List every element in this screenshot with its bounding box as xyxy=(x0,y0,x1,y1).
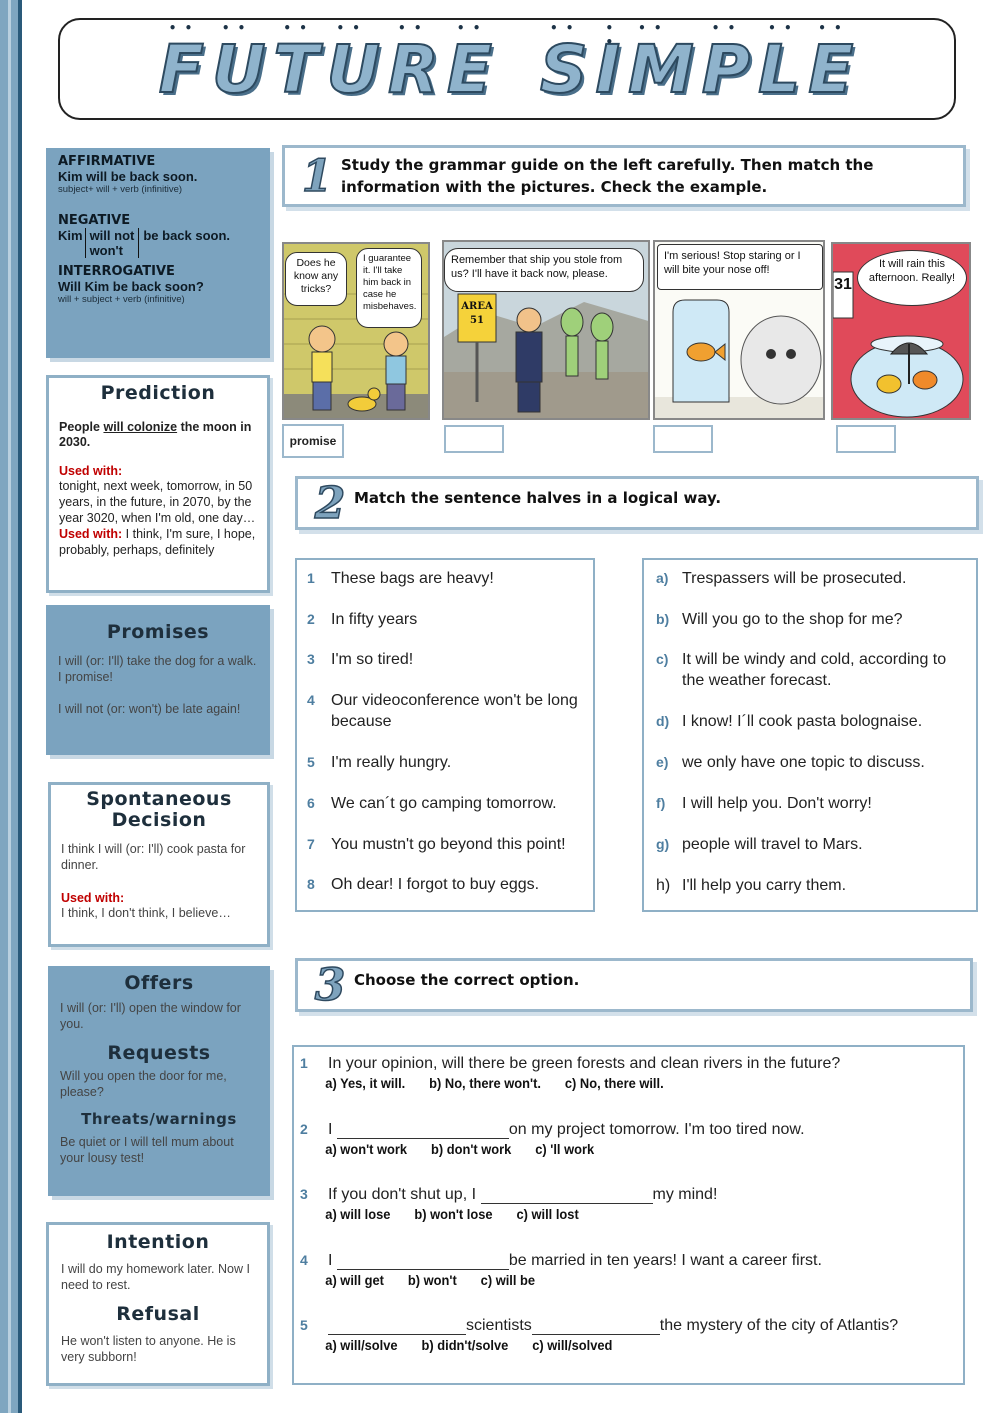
spontaneous-example: I think I will (or: I'll) cook pasta for dinner. xyxy=(61,842,246,872)
right-half-letter: b) xyxy=(656,611,670,627)
answer-blank[interactable] xyxy=(337,1121,509,1139)
offers-title: Offers xyxy=(124,972,194,994)
left-half-number: 4 xyxy=(307,692,315,708)
left-half-item xyxy=(307,649,583,670)
left-half-item xyxy=(307,609,583,630)
question-item xyxy=(294,1121,963,1157)
question-options xyxy=(294,1075,909,1091)
title-letter: • • E xyxy=(808,31,855,108)
picture-answer-box-2[interactable] xyxy=(444,425,504,453)
right-half-letter: c) xyxy=(656,651,669,667)
title-letter: • • F xyxy=(159,31,206,108)
affirmative-formula: subject+ will + verb (infinitive) xyxy=(58,184,183,195)
spontaneous-decision-card xyxy=(48,782,270,947)
offers-card xyxy=(48,966,270,1196)
negative-heading: NEGATIVE xyxy=(58,213,131,228)
right-half-item xyxy=(656,752,964,773)
threats-title: Threats/warnings xyxy=(81,1110,237,1128)
left-half-text: We can´t go camping tomorrow. xyxy=(331,795,557,812)
comic-panel-1-bubble-b: I guarantee it. I'll take him back in case he misbehaves. xyxy=(356,248,422,328)
left-half-text: These bags are heavy! xyxy=(331,570,494,587)
option-b[interactable]: b) won't xyxy=(407,1272,457,1288)
question-text-pre: If you don't shut up, I xyxy=(328,1186,477,1203)
negative-opt2: won't xyxy=(89,243,123,258)
answer-blank[interactable] xyxy=(532,1317,660,1335)
left-half-text: I'm so tired! xyxy=(331,651,414,668)
option-c[interactable]: c) No, there will. xyxy=(564,1075,664,1091)
answer-blank[interactable] xyxy=(337,1252,509,1270)
left-half-number: 6 xyxy=(307,795,315,811)
interrogative-formula: will + subject + verb (infinitive) xyxy=(58,294,185,305)
right-half-letter: h) xyxy=(656,877,671,894)
left-half-text: Our videoconference won't be long because xyxy=(331,692,578,730)
right-half-text: Will you go to the shop for me? xyxy=(682,611,903,628)
option-a[interactable]: a) Yes, it will. xyxy=(325,1075,406,1091)
question-options xyxy=(294,1141,909,1157)
question-number: 3 xyxy=(300,1186,308,1202)
question-text: In your opinion, will there be green forests and clean rivers in the future? xyxy=(328,1055,841,1072)
threats-example: Be quiet or I will tell mum about your lousy test! xyxy=(60,1135,234,1165)
option-a[interactable]: a) will/solve xyxy=(325,1337,398,1353)
left-half-number: 7 xyxy=(307,836,315,852)
prediction-example-underlined: will colonize xyxy=(103,420,178,434)
requests-title: Requests xyxy=(107,1042,211,1064)
question-number: 5 xyxy=(300,1317,308,1333)
option-c[interactable]: c) will/solved xyxy=(532,1337,613,1353)
right-half-item xyxy=(656,711,964,732)
prediction-used-label-2: Used with: xyxy=(59,527,123,541)
left-half-text: I'm really hungry. xyxy=(331,754,452,771)
title-letter: • • P xyxy=(702,31,752,108)
question-item xyxy=(294,1055,963,1091)
answer-blank[interactable] xyxy=(481,1186,653,1204)
left-half-item xyxy=(307,568,583,589)
title-letter: • • M xyxy=(628,31,696,108)
prediction-used-2 xyxy=(59,526,257,558)
prediction-card xyxy=(46,375,270,593)
left-half-number: 5 xyxy=(307,754,315,770)
question-number: 1 xyxy=(300,1055,308,1071)
prediction-title: Prediction xyxy=(100,382,216,404)
negative-opt1: will not xyxy=(89,228,135,243)
title-letter: • • R xyxy=(388,31,441,108)
answer-blank[interactable] xyxy=(328,1317,466,1335)
area-sign-line-1: AREA xyxy=(461,301,493,312)
spontaneous-used-text: I think, I don't think, I believe… xyxy=(61,906,231,920)
grammar-guide-card xyxy=(46,148,270,358)
negative-subject: Kim xyxy=(58,228,83,243)
left-half-number: 2 xyxy=(307,611,315,627)
question-item xyxy=(294,1186,963,1222)
right-half-letter: f) xyxy=(656,795,666,811)
title-letter: • • I xyxy=(596,31,623,108)
left-half-item xyxy=(307,874,583,895)
right-half-letter: a) xyxy=(656,570,669,586)
negative-rest: be back soon. xyxy=(143,228,231,243)
negative-options xyxy=(85,228,140,258)
picture-answer-box-1[interactable]: promise xyxy=(282,424,344,458)
affirmative-example: Kim will be back soon. xyxy=(58,169,198,184)
interrogative-heading: INTERROGATIVE xyxy=(58,264,175,279)
title-letter: • • U xyxy=(326,31,382,108)
left-half-text: In fifty years xyxy=(331,611,418,628)
comic-panel-4 xyxy=(831,242,971,420)
question-text-post: my mind! xyxy=(652,1186,718,1203)
option-b[interactable]: b) won't lose xyxy=(414,1206,493,1222)
question-number: 4 xyxy=(300,1252,308,1268)
right-half-item xyxy=(656,834,964,855)
question-text-pre: I xyxy=(328,1121,333,1138)
title-banner xyxy=(58,18,956,120)
right-half-item xyxy=(656,568,964,589)
option-c[interactable]: c) will be xyxy=(480,1272,536,1288)
title-letter: • • T xyxy=(273,31,320,108)
comic-panel-3-bubble: I'm serious! Stop staring or I will bite your nose off! xyxy=(657,244,823,290)
spontaneous-title-1: Spontaneous xyxy=(86,788,232,810)
exercise-3-instruction xyxy=(295,958,973,1012)
exercise-1-text: Study the grammar guide on the left carefully. Then match the information with the pictures. Check the example. xyxy=(341,156,874,196)
question-options xyxy=(294,1206,909,1222)
left-decorative-strip xyxy=(0,0,22,1413)
sentence-halves-left xyxy=(295,558,595,912)
option-b[interactable]: b) didn't/solve xyxy=(421,1337,509,1353)
title-word-simple xyxy=(540,31,855,108)
refusal-title: Refusal xyxy=(116,1303,200,1325)
exercise-1-instruction xyxy=(282,145,966,207)
exercise-2-number: 2 xyxy=(314,477,346,529)
comic-panel-1-bubble-a: Does he know any tricks? xyxy=(285,252,347,306)
right-half-item xyxy=(656,649,964,691)
comic-panel-3 xyxy=(653,240,825,420)
spontaneous-title-2: Decision xyxy=(111,809,207,831)
promises-example-1: I will (or: I'll) take the dog for a walk. I promise! xyxy=(58,654,257,684)
question-text-pre: I xyxy=(328,1252,333,1269)
left-half-text: Oh dear! I forgot to buy eggs. xyxy=(331,876,540,893)
intention-card xyxy=(46,1222,270,1386)
prediction-example xyxy=(59,420,257,450)
right-half-text: we only have one topic to discuss. xyxy=(682,754,925,771)
option-c[interactable]: c) will lost xyxy=(516,1206,579,1222)
area-51-sign xyxy=(460,300,494,328)
left-half-item xyxy=(307,752,583,773)
option-a[interactable]: a) won't work xyxy=(325,1141,408,1157)
comic-panel-2-bubble: Remember that ship you stole from us? I'll have it back now, please. xyxy=(444,248,644,292)
title-letter: • • S xyxy=(540,31,590,108)
spontaneous-used-label: Used with: xyxy=(61,891,125,905)
promises-card xyxy=(46,605,270,755)
right-half-item xyxy=(656,875,964,896)
left-half-number: 1 xyxy=(307,570,315,586)
right-half-letter: g) xyxy=(656,836,670,852)
picture-answer-box-3[interactable] xyxy=(653,425,713,453)
negative-example xyxy=(58,228,258,258)
right-half-item xyxy=(656,609,964,630)
comic-panel-2 xyxy=(442,240,650,420)
prediction-example-post: the moon in 2030. xyxy=(59,420,252,449)
comic-panel-1 xyxy=(282,242,430,420)
question-item xyxy=(294,1317,963,1353)
question-number: 2 xyxy=(300,1121,308,1137)
title-letter: • • E xyxy=(447,31,494,108)
option-a[interactable]: a) will get xyxy=(325,1272,384,1288)
exercise-2-instruction xyxy=(295,476,979,530)
exercise-3-number: 3 xyxy=(314,959,346,1011)
left-half-item xyxy=(307,793,583,814)
exercise-1-number: 1 xyxy=(301,150,333,202)
sentence-halves-right xyxy=(642,558,978,912)
option-a[interactable]: a) will lose xyxy=(325,1206,391,1222)
offers-example: I will (or: I'll) open the window for you. xyxy=(60,1001,241,1031)
option-c[interactable]: c) 'll work xyxy=(535,1141,595,1157)
exercise-3-text: Choose the correct option. xyxy=(354,971,580,989)
intention-title: Intention xyxy=(106,1231,210,1253)
promises-title: Promises xyxy=(106,621,210,643)
refusal-example: He won't listen to anyone. He is very subborn! xyxy=(61,1334,236,1364)
prediction-used-text-2: I think, I'm sure, I hope, probably, perhaps, definitely xyxy=(59,527,256,557)
right-half-text: Trespassers will be prosecuted. xyxy=(682,570,907,587)
multiple-choice-box xyxy=(292,1045,965,1385)
affirmative-heading: AFFIRMATIVE xyxy=(58,154,156,169)
question-text-post: on my project tomorrow. I'm too tired now. xyxy=(508,1121,805,1138)
intention-example: I will do my homework later. Now I need to rest. xyxy=(61,1262,250,1292)
right-half-item xyxy=(656,793,964,814)
prediction-used-text-1: tonight, next week, tomorrow, in 50 years, in the future, in 2070, by the year 3020, when I'm old, one day… xyxy=(59,479,256,525)
area-sign-line-2: 51 xyxy=(470,315,484,326)
title-letter: • • U xyxy=(212,31,268,108)
left-half-item xyxy=(307,690,583,732)
question-item xyxy=(294,1252,963,1288)
interrogative-example: Will Kim be back soon? xyxy=(58,279,204,294)
question-text-post: be married in ten years! I want a career first. xyxy=(508,1252,822,1269)
left-half-text: You mustn't go beyond this point! xyxy=(331,836,566,853)
comic-panel-4-bubble: It will rain this afternoon. Really! xyxy=(857,250,967,306)
promises-example-2: I will not (or: won't) be late again! xyxy=(58,702,241,716)
picture-answer-box-4[interactable] xyxy=(836,425,896,453)
left-half-number: 3 xyxy=(307,651,315,667)
option-b[interactable]: b) No, there won't. xyxy=(429,1075,541,1091)
question-text-post: the mystery of the city of Atlantis? xyxy=(659,1317,899,1334)
left-half-number: 8 xyxy=(307,876,315,892)
right-half-text: I'll help you carry them. xyxy=(682,877,847,894)
title-letter: • • L xyxy=(758,31,802,108)
prediction-used-label-1: Used with: xyxy=(59,464,123,478)
right-half-text: It will be windy and cold, according to the weather forecast. xyxy=(682,651,947,689)
left-half-item xyxy=(307,834,583,855)
requests-example: Will you open the door for me, please? xyxy=(60,1069,227,1099)
right-half-letter: d) xyxy=(656,713,670,729)
calendar-date: 31 xyxy=(834,276,852,293)
title-word-future xyxy=(159,31,494,108)
right-half-letter: e) xyxy=(656,754,669,770)
right-half-text: I know! I´ll cook pasta bolognaise. xyxy=(682,713,923,730)
question-text-mid: scientists xyxy=(466,1317,532,1334)
right-half-text: I will help you. Don't worry! xyxy=(682,795,872,812)
right-half-text: people will travel to Mars. xyxy=(682,836,863,853)
exercise-2-text: Match the sentence halves in a logical way. xyxy=(354,489,722,507)
question-options xyxy=(294,1272,909,1288)
question-options xyxy=(294,1337,909,1353)
option-b[interactable]: b) don't work xyxy=(430,1141,512,1157)
prediction-example-pre: People xyxy=(59,420,104,434)
